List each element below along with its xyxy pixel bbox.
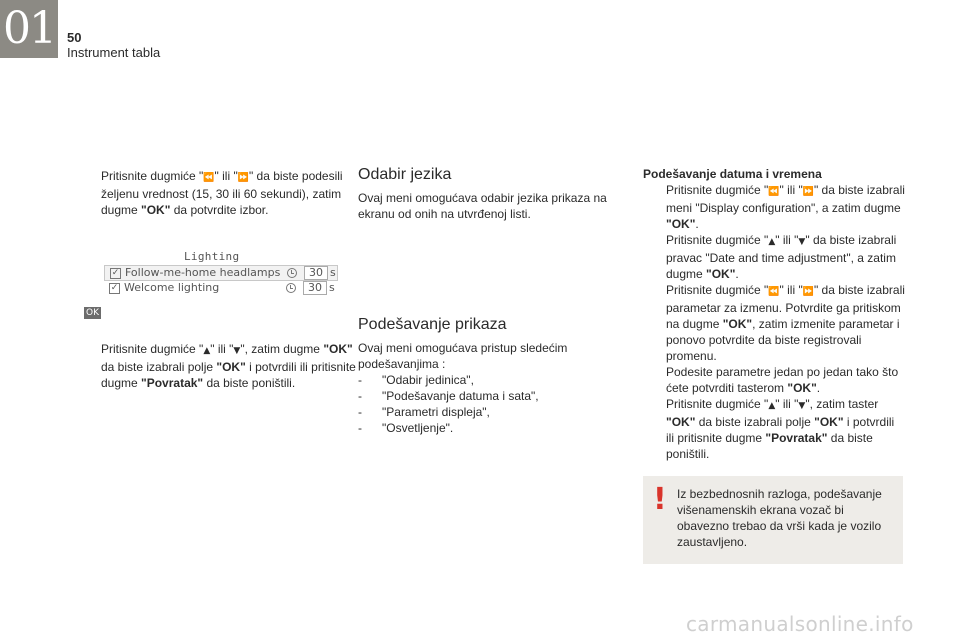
screen-row-label: Follow-me-home headlamps [125, 266, 281, 279]
ok-key-label: "OK" [814, 415, 844, 429]
text: ", zatim dugme [240, 342, 324, 356]
section-heading: Odabir jezika [358, 166, 452, 183]
checkbox-icon: ✓ [110, 283, 119, 293]
text: Pritisnite dugmiće " [666, 183, 769, 197]
rewind-icon: ⏪ [768, 187, 780, 197]
ok-badge: OK [86, 308, 99, 318]
ok-key-label: "OK" [216, 360, 246, 374]
text: Pritisnite dugmiće " [666, 397, 769, 411]
section-text: Ovaj meni omogućava pristup sledećim podešavanjima : [358, 341, 568, 371]
text: da biste izabrali polje [101, 360, 217, 374]
list-item-text: "Podešavanje datuma i sata", [382, 389, 539, 403]
up-arrow-icon: ▲ [203, 346, 211, 356]
ok-key-label: "OK" [666, 217, 696, 231]
watermark: carmanualsonline.info [686, 612, 914, 636]
text: . [816, 381, 821, 395]
warning-text: Iz bezbednosnih razloga, podešavanje višenamenskih ekrana vozač bi obavezno trebao da vrši kada je vozilo zaustavljeno. [677, 487, 882, 549]
ok-key-label: "OK" [787, 381, 817, 395]
down-arrow-icon: ▼ [798, 401, 806, 411]
list-item-text: "Odabir jedinica", [382, 373, 474, 387]
text: . [695, 217, 699, 231]
screen-row-unit: s [329, 281, 335, 294]
instruction-bullet [78, 168, 351, 218]
ok-key-label: "OK" [141, 203, 171, 217]
text: " da biste izabrali meni "Display configuration", a zatim dugme [666, 183, 905, 215]
settings-list [358, 372, 539, 436]
instruction-bullet [643, 364, 905, 396]
section-name: Instrument tabla [67, 45, 161, 60]
list-item: - "Odabir jedinica", [358, 373, 474, 387]
section-text: Ovaj meni omogućava odabir jezika prikaza na ekranu od onih na utvrđenoj listi. [358, 191, 607, 221]
ok-key-label: "OK" [666, 415, 696, 429]
text: . [735, 267, 739, 281]
text: Pritisnite dugmiće " [101, 169, 204, 183]
warning-box [643, 476, 903, 564]
section-heading: Podešavanje prikaza [358, 316, 507, 333]
screen-row [104, 265, 338, 281]
up-arrow-icon: ▲ [768, 401, 776, 411]
text: " da biste izabrali pravac "Date and time adjustment", a zatim dugme [666, 233, 897, 281]
clock-icon [287, 268, 297, 278]
instruction-bullet [643, 282, 905, 364]
screen-row-value: 30 [304, 266, 328, 280]
list-item: - "Osvetljenje". [358, 421, 454, 435]
page-number: 50 [67, 30, 82, 45]
text: i potvrdili ili pritisnite dugme [666, 415, 895, 445]
instruction-bullet [643, 232, 905, 282]
text: " da biste izabrali parametar za izmenu. Potvrdite ga pritiskom na dugme [666, 283, 905, 331]
rewind-icon: ⏪ [768, 287, 780, 297]
text: " ili " [779, 183, 803, 197]
back-key-label: "Povratak" [765, 431, 828, 445]
list-item-text: "Parametri displeja", [382, 405, 490, 419]
screen-row-unit: s [330, 266, 336, 279]
text: da biste poništili. [666, 431, 873, 461]
list-item-text: "Osvetljenje". [382, 421, 454, 435]
screen-row [104, 281, 336, 295]
list-item: - "Parametri displeja", [358, 405, 490, 419]
text: " da biste podesili željenu vrednost (15, 30 ili 60 sekundi), zatim dugme [101, 169, 343, 217]
back-key-label: "Povratak" [141, 376, 204, 390]
text: " ili " [775, 233, 799, 247]
instruction-bullet [643, 182, 905, 232]
ok-key-label: "OK" [722, 317, 753, 331]
fast-forward-icon: ⏩ [237, 173, 249, 183]
ok-key-label: "OK" [706, 267, 736, 281]
ok-key-label: "OK" [323, 342, 353, 356]
date-time-section [643, 166, 905, 462]
text: Pritisnite dugmiće " [101, 342, 204, 356]
chapter-tab: 01 [0, 0, 58, 58]
down-arrow-icon: ▼ [798, 237, 806, 247]
instruction-bullet [78, 341, 359, 391]
fast-forward-icon: ⏩ [802, 287, 814, 297]
text: da biste poništili. [203, 376, 296, 390]
text: i potvrdili ili pritisnite dugme [101, 360, 356, 390]
text: Pritisnite dugmiće " [666, 233, 769, 247]
screen-row-value: 30 [303, 281, 327, 295]
up-arrow-icon: ▲ [768, 237, 776, 247]
text: , zatim izmenite parametar i ponovo potvrdite da biste registrovali promenu. [666, 317, 900, 363]
text: ", zatim taster [805, 397, 879, 411]
text: " ili " [775, 397, 799, 411]
checkbox-icon: ✓ [111, 268, 120, 278]
clock-icon [286, 283, 296, 293]
screen-row-label: Welcome lighting [124, 281, 220, 294]
fast-forward-icon: ⏩ [802, 187, 814, 197]
section-subheading: Podešavanje datuma i vremena [643, 167, 822, 181]
instruction-bullet [643, 396, 905, 462]
text: Pritisnite dugmiće " [666, 283, 769, 297]
screen-title: Lighting [184, 250, 240, 263]
text: Podesite parametre jedan po jedan tako što ćete potvrditi tasterom [666, 365, 899, 395]
warning-icon: ! [653, 482, 667, 517]
text: " ili " [214, 169, 238, 183]
text: da biste izabrali polje [695, 415, 815, 429]
lighting-screen [84, 250, 340, 320]
text: " ili " [210, 342, 234, 356]
list-item: - "Podešavanje datuma i sata", [358, 389, 539, 403]
text: " ili " [779, 283, 803, 297]
down-arrow-icon: ▼ [233, 346, 241, 356]
rewind-icon: ⏪ [203, 173, 215, 183]
text: da potvrdite izbor. [170, 203, 269, 217]
